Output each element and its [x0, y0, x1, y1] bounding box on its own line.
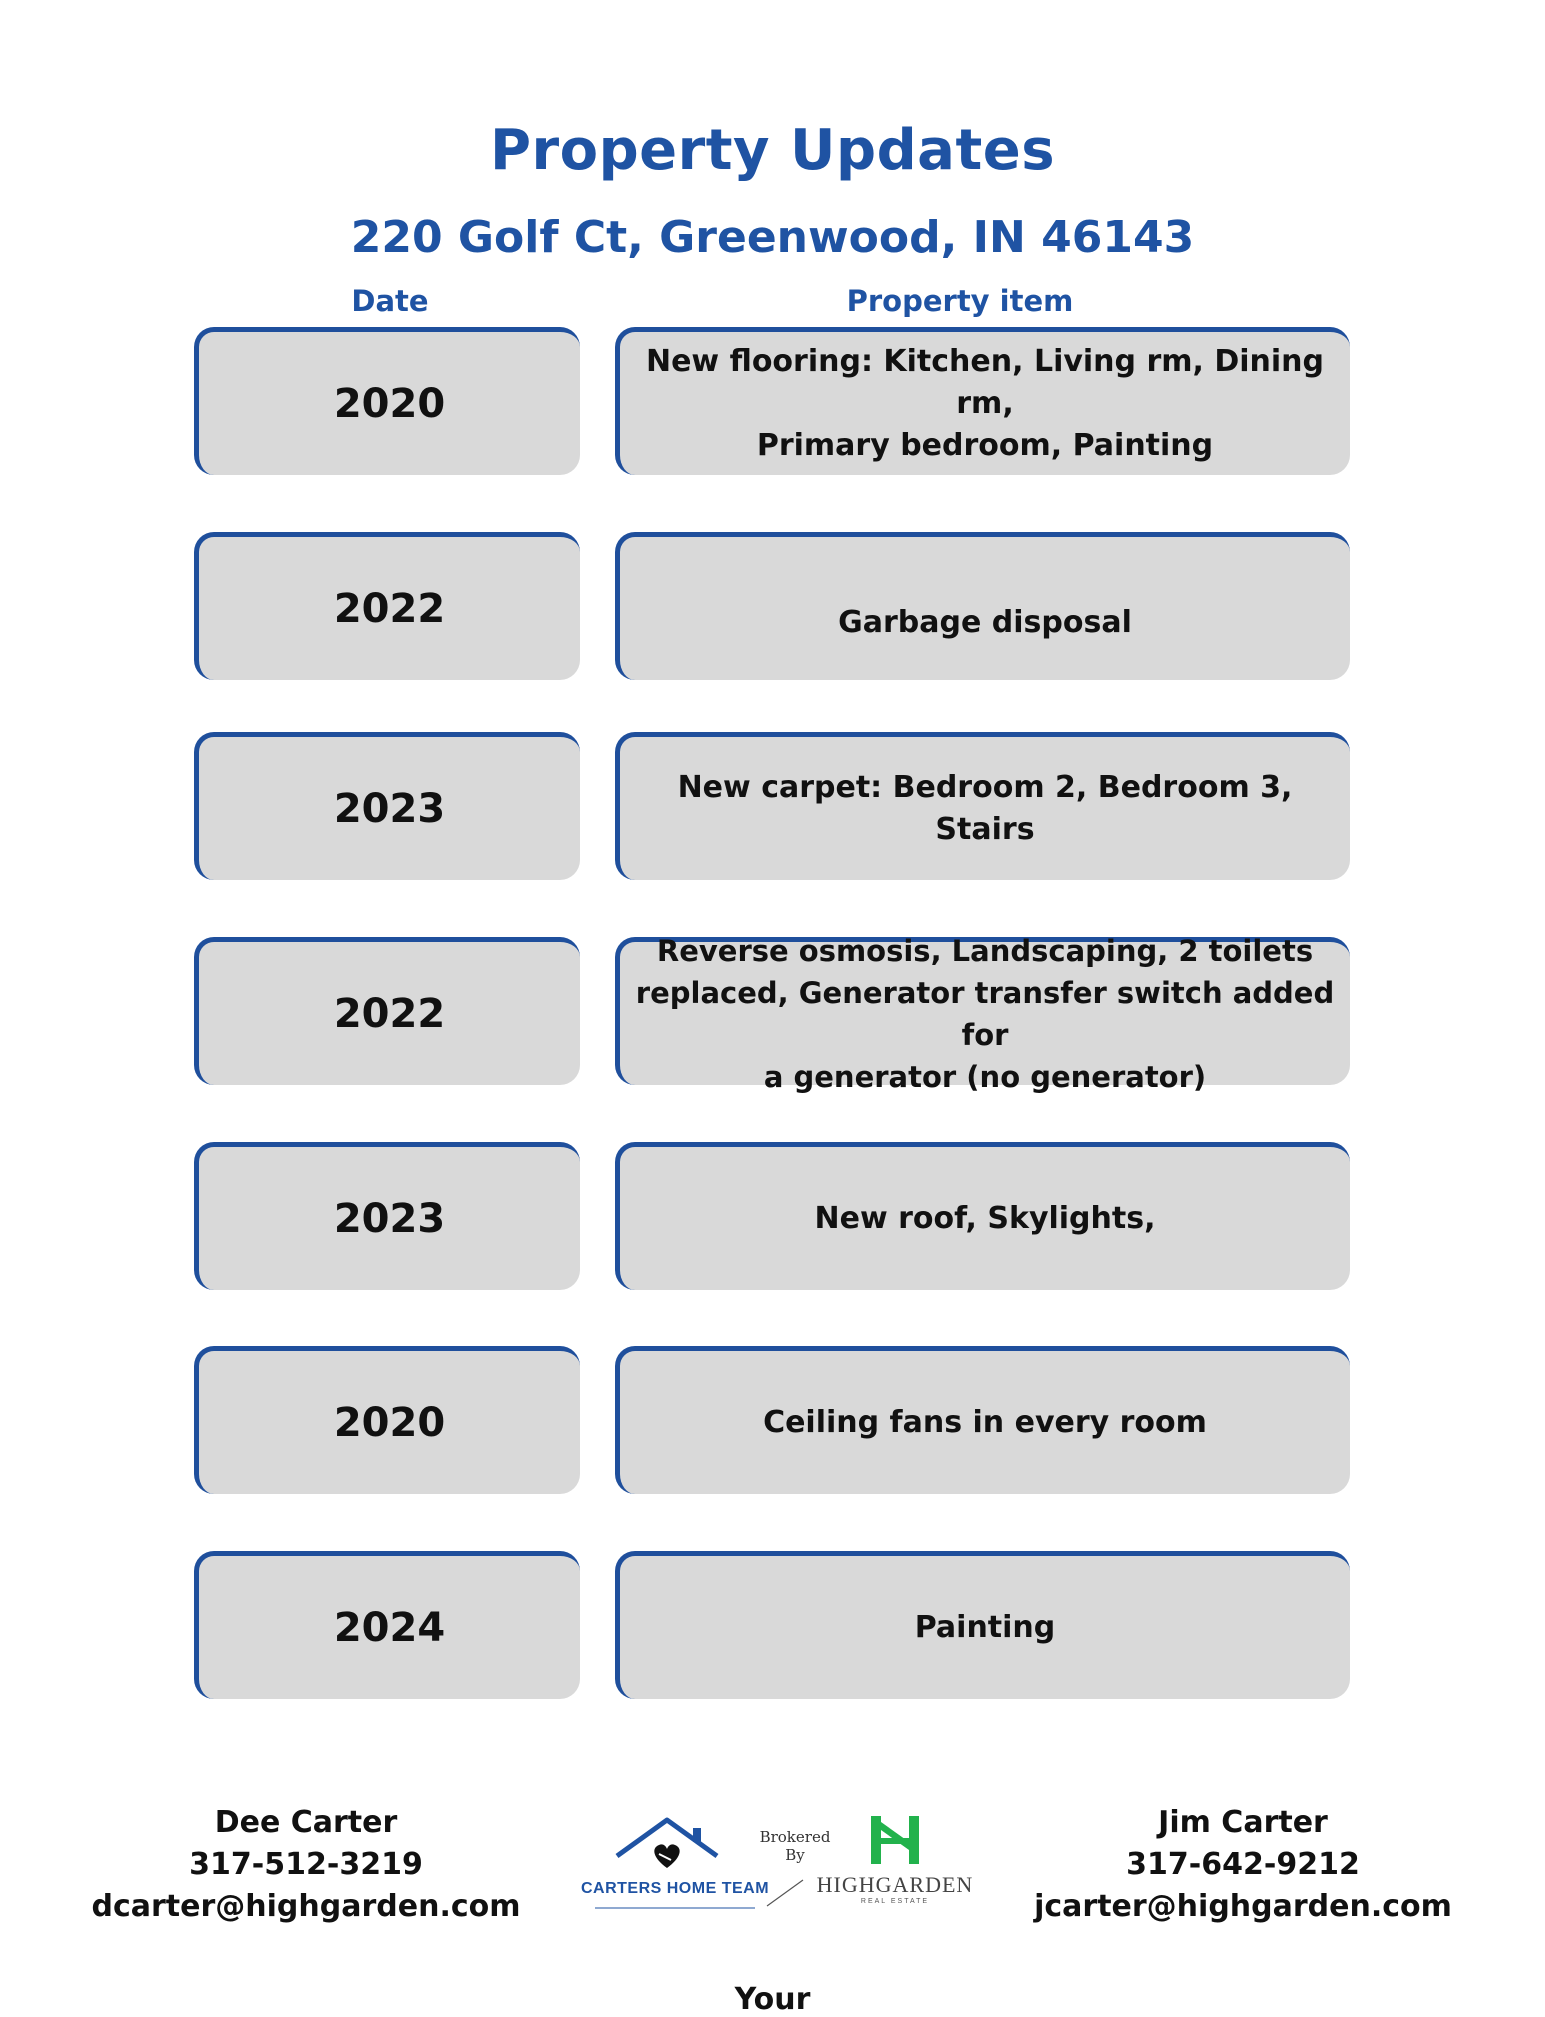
contact-phone: 317-512-3219 — [189, 1847, 423, 1882]
cut-off-footer-text: Your — [734, 1982, 811, 2017]
date-value: 2020 — [333, 380, 446, 427]
highgarden-logo-text: HIGHGARDEN — [816, 1872, 974, 1897]
property-item-cell — [615, 1142, 1350, 1290]
date-cell — [194, 732, 580, 880]
contact-jim-carter — [1003, 1802, 1483, 1928]
logo-underline — [595, 1906, 755, 1910]
date-cell — [194, 1551, 580, 1699]
highgarden-h-icon — [865, 1812, 925, 1868]
property-item-text: Garbage disposal — [838, 604, 1132, 640]
contact-name: Dee Carter — [214, 1805, 398, 1840]
date-value: 2023 — [333, 1195, 446, 1242]
highgarden-subtitle: REAL ESTATE — [860, 1898, 930, 1905]
property-address: 220 Golf Ct, Greenwood, IN 46143 — [350, 212, 1195, 263]
date-cell — [194, 1346, 580, 1494]
property-item-text: Ceiling fans in every room — [763, 1404, 1207, 1440]
date-value: 2023 — [333, 785, 446, 832]
property-item-text: New carpet: Bedroom 2, Bedroom 3, Stairs — [677, 769, 1293, 847]
property-item-cell — [615, 732, 1350, 880]
date-value: 2022 — [333, 585, 446, 632]
contact-name: Jim Carter — [1158, 1805, 1328, 1840]
date-cell — [194, 327, 580, 475]
brokered-by-text: Brokered By — [759, 1828, 831, 1864]
property-item-text: Reverse osmosis, Landscaping, 2 toilets replaced, Generator transfer switch added for a generator (no generator) — [635, 933, 1335, 1094]
contact-dee-carter — [66, 1802, 546, 1928]
carters-home-team-logo-text: CARTERS HOME TEAM — [580, 1880, 770, 1897]
house-heart-icon — [575, 1808, 775, 1878]
property-item-cell — [615, 327, 1350, 475]
date-column-header: Date — [351, 284, 429, 318]
property-item-cell — [615, 1346, 1350, 1494]
date-value: 2020 — [333, 1399, 446, 1446]
brand-logos — [575, 1808, 975, 1918]
date-cell — [194, 937, 580, 1085]
date-value: 2022 — [333, 990, 446, 1037]
property-item-column-header: Property item — [846, 284, 1074, 318]
date-cell — [194, 1142, 580, 1290]
property-item-cell — [615, 933, 1350, 1094]
contact-email: dcarter@highgarden.com — [91, 1889, 521, 1924]
property-item-text: New roof, Skylights, — [814, 1200, 1156, 1236]
date-value: 2024 — [333, 1604, 446, 1651]
property-item-cell — [615, 532, 1350, 680]
contact-email: jcarter@highgarden.com — [1034, 1889, 1452, 1924]
property-item-text: New flooring: Kitchen, Living rm, Dining rm, Primary bedroom, Painting — [645, 343, 1325, 463]
page-title: Property Updates — [489, 118, 1056, 183]
property-item-cell — [615, 1551, 1350, 1699]
date-cell — [194, 532, 580, 680]
logo-divider-line — [765, 1878, 805, 1908]
contact-phone: 317-642-9212 — [1126, 1847, 1360, 1882]
property-item-text: Painting — [914, 1609, 1056, 1645]
